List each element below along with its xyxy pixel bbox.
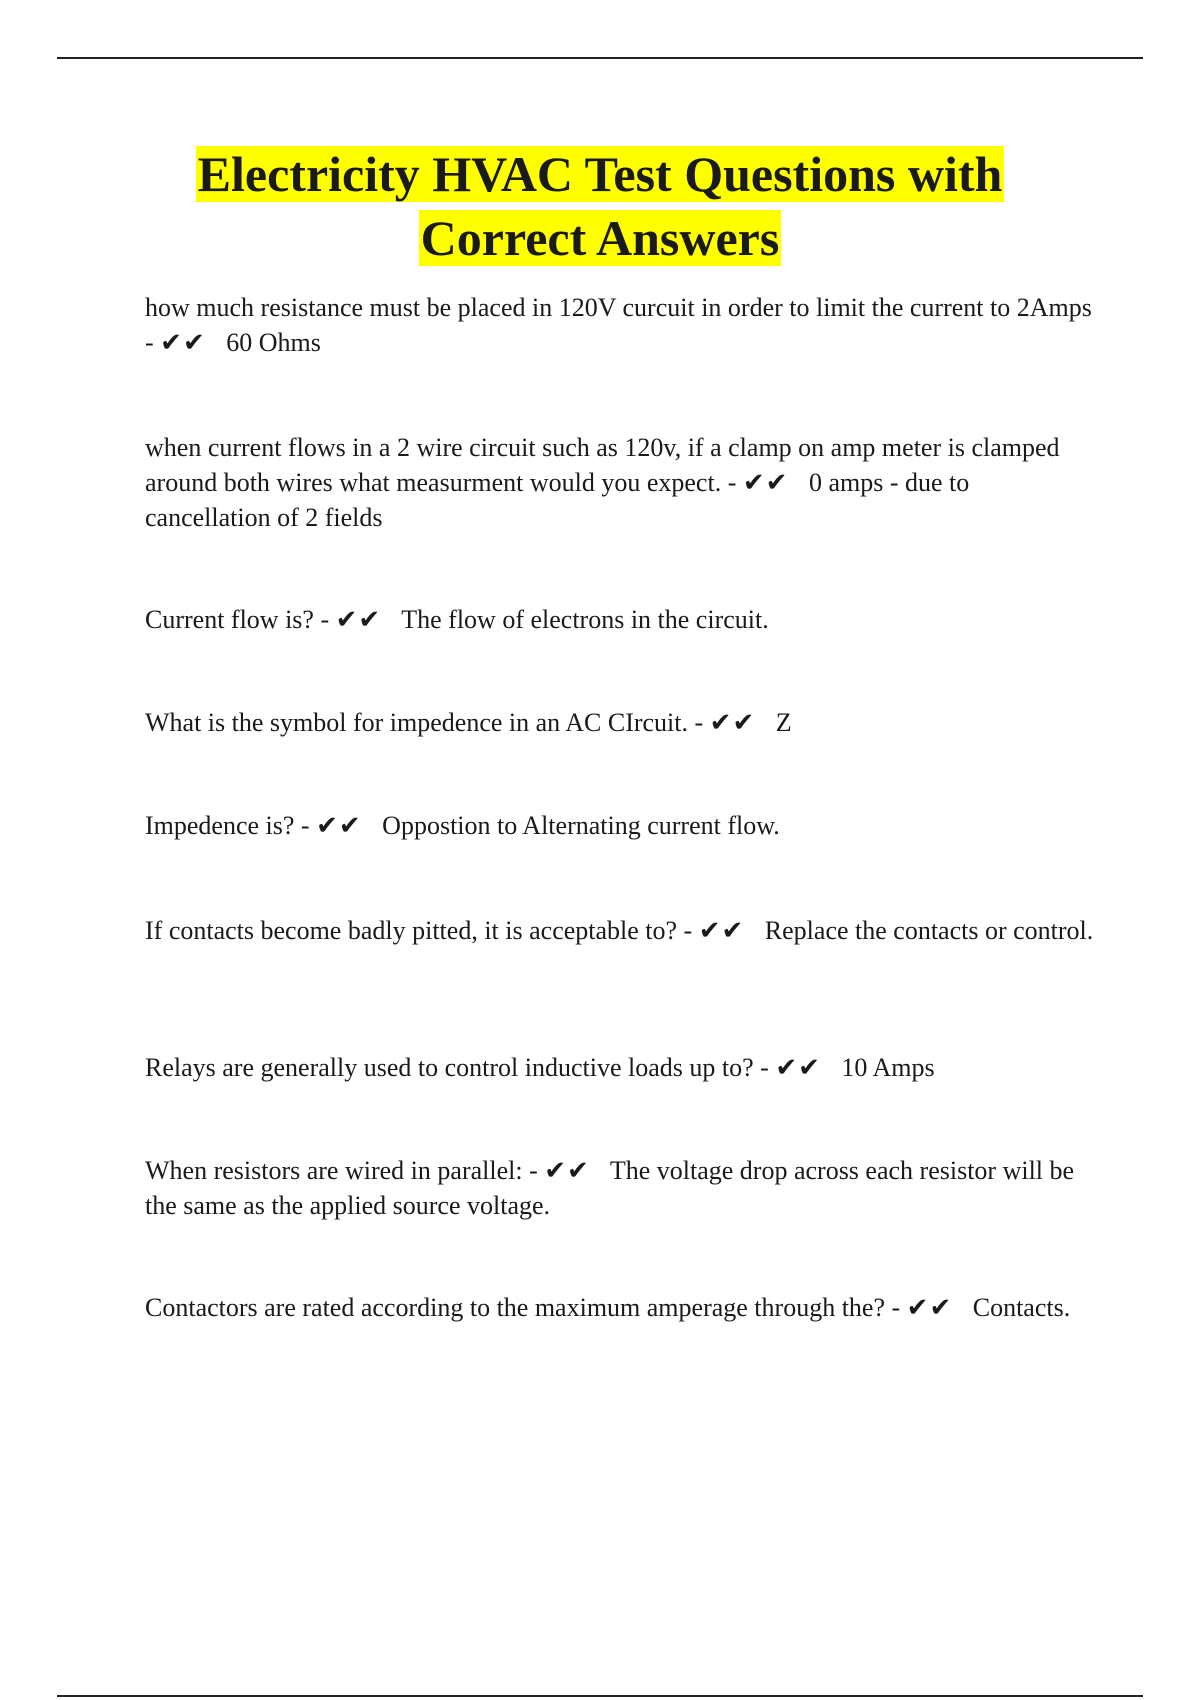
- qa-item-9: [145, 1290, 1095, 1325]
- answer-text: Contacts.: [972, 1293, 1071, 1322]
- question-text: Impedence is? -: [145, 811, 310, 840]
- answer-text: 0 amps - due to cancellation of 2 fields: [145, 468, 970, 532]
- question-text: when current flows in a 2 wire circuit such as 120v, if a clamp on amp meter is clamped around both wires what measurment would you expect. -: [145, 433, 1060, 497]
- double-check-icon: ✔✔: [316, 811, 362, 840]
- bottom-rule: [57, 1695, 1143, 1697]
- double-check-icon: ✔✔: [544, 1156, 590, 1185]
- qa-item-6: [145, 913, 1095, 948]
- qa-item-1: [145, 290, 1095, 360]
- double-check-icon: ✔✔: [698, 916, 745, 945]
- double-check-icon: ✔✔: [160, 328, 206, 357]
- qa-item-2: [145, 430, 1095, 535]
- question-text: how much resistance must be placed in 120V curcuit in order to limit the current to 2Amps -: [145, 293, 1092, 357]
- page-title: [100, 142, 1100, 270]
- qa-item-7: [145, 1050, 1095, 1085]
- question-text: When resistors are wired in parallel: -: [145, 1156, 538, 1185]
- page-title-line-1: Electricity HVAC Test Questions with: [197, 146, 1003, 202]
- answer-text: Oppostion to Alternating current flow.: [382, 811, 780, 840]
- double-check-icon: ✔✔: [709, 708, 756, 737]
- question-text: Current flow is? -: [145, 605, 330, 634]
- qa-item-3: [145, 602, 1095, 637]
- answer-text: The voltage drop across each resistor will be the same as the applied source voltage.: [145, 1156, 1075, 1220]
- qa-item-5: [145, 808, 1095, 843]
- answer-text: Replace the contacts or control.: [764, 916, 1094, 945]
- double-check-icon: ✔✔: [906, 1293, 953, 1322]
- double-check-icon: ✔✔: [775, 1053, 821, 1082]
- question-text: What is the symbol for impedence in an AC CIrcuit. -: [145, 708, 704, 737]
- answer-text: The flow of electrons in the circuit.: [401, 605, 769, 634]
- double-check-icon: ✔✔: [742, 468, 789, 497]
- qa-item-4: [145, 705, 1095, 740]
- answer-text: 10 Amps: [841, 1053, 935, 1082]
- question-text: If contacts become badly pitted, it is acceptable to? -: [145, 916, 693, 945]
- top-rule: [57, 57, 1143, 59]
- question-text: Contactors are rated according to the maximum amperage through the? -: [145, 1293, 901, 1322]
- qa-item-8: [145, 1153, 1095, 1223]
- answer-text: Z: [775, 708, 792, 737]
- page-title-line-2: Correct Answers: [420, 210, 780, 266]
- answer-text: 60 Ohms: [226, 328, 321, 357]
- double-check-icon: ✔✔: [335, 605, 382, 634]
- question-text: Relays are generally used to control inductive loads up to? -: [145, 1053, 769, 1082]
